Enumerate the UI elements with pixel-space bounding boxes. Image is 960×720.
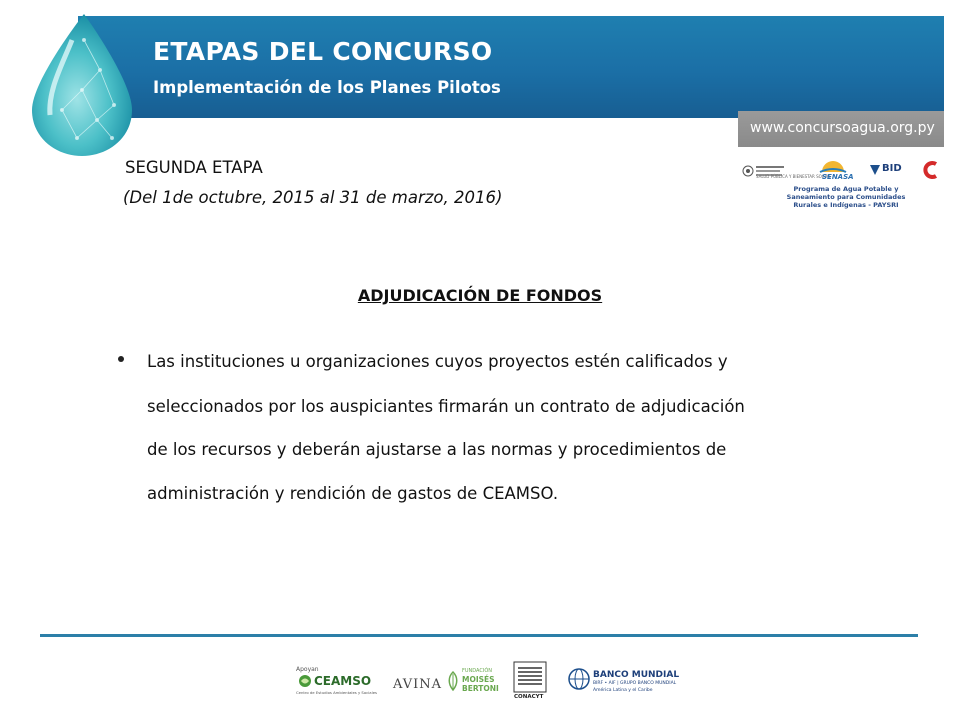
slide-title: ETAPAS DEL CONCURSO bbox=[153, 37, 493, 66]
banco-mundial-logo: BANCO MUNDIAL bbox=[593, 670, 680, 680]
body-line-3: de los recursos y deberán ajustarse a las normas y procedimientos de bbox=[147, 440, 727, 459]
avina-logo: AVINA bbox=[393, 677, 443, 692]
fundacion-label: FUNDACIÓN bbox=[462, 668, 493, 674]
banco-mundial-subtitle: BIRF • AIF | GRUPO BANCO MUNDIAL bbox=[593, 681, 677, 686]
body-line-2: seleccionados por los auspiciantes firmarán un contrato de adjudicación bbox=[147, 397, 745, 416]
bullet-icon bbox=[118, 356, 124, 362]
footer-rule bbox=[40, 634, 918, 637]
ceamso-logo: CEAMSO bbox=[314, 674, 372, 688]
stage-name: SEGUNDA ETAPA bbox=[125, 158, 263, 177]
partner-c-icon bbox=[922, 160, 940, 180]
conacyt-icon bbox=[514, 662, 546, 692]
website-url: www.concursoagua.org.py bbox=[750, 120, 935, 136]
body-line-4: administración y rendición de gastos de CEAMSO. bbox=[147, 484, 559, 503]
body-line-1: Las instituciones u organizaciones cuyos proyectos estén calificados y bbox=[147, 352, 728, 371]
website-banner bbox=[738, 111, 944, 147]
section-heading: ADJUDICACIÓN DE FONDOS bbox=[357, 286, 603, 305]
ministerio-text: SALUD PÚBLICA Y BIENESTAR SOCIAL bbox=[756, 174, 831, 179]
bid-logo: BID bbox=[882, 163, 902, 174]
senasa-sun-icon bbox=[818, 158, 848, 174]
stage-dates: (Del 1de octubre, 2015 al 31 de marzo, 2016) bbox=[123, 188, 503, 207]
ceamso-subtitle: Centro de Estudios Ambientales y Sociales bbox=[296, 690, 378, 695]
header-banner bbox=[78, 16, 944, 118]
paysri-text: Programa de Agua Potable y Saneamiento para Comunidades Rurales e Indígenas - PAYSRI bbox=[786, 185, 906, 209]
water-drop-logo bbox=[22, 10, 140, 160]
banco-mundial-region: América Latina y el Caribe bbox=[593, 688, 653, 693]
apoyan-label: Apoyan bbox=[296, 666, 319, 673]
globe-icon bbox=[568, 668, 590, 690]
moises-label: MOISÉS bbox=[462, 675, 495, 684]
ceamso-icon bbox=[298, 674, 312, 688]
slide-subtitle: Implementación de los Planes Pilotos bbox=[153, 78, 501, 97]
senasa-logo: SENASA bbox=[822, 173, 854, 181]
conacyt-label: CONACYT bbox=[514, 694, 544, 700]
bertoni-label: BERTONI bbox=[462, 684, 499, 693]
bid-icon bbox=[868, 163, 882, 177]
bertoni-leaf-icon bbox=[446, 670, 460, 692]
